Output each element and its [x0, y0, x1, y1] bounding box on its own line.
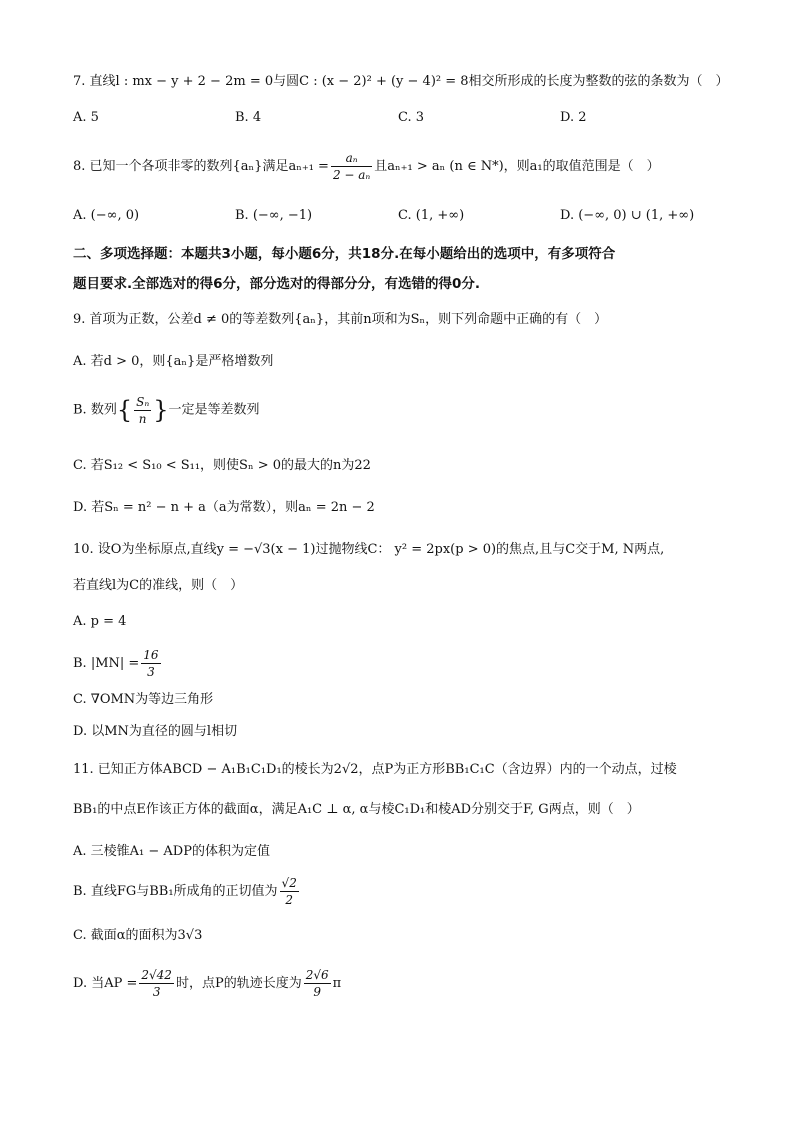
q11-option-d-den2: 9 [313, 985, 321, 999]
q11-option-d-fraction1 [139, 967, 174, 1000]
q9-option-b-pre: B. 数列 [73, 402, 117, 418]
q10-option-b-num: 16 [143, 648, 159, 662]
q10-option-b-fraction [141, 647, 160, 680]
q8-options [73, 206, 733, 226]
q8-stem-pre: 8. 已知一个各项非零的数列{aₙ}满足aₙ₊₁ = [73, 159, 329, 174]
q8-frac-den: 2 − aₙ [332, 168, 371, 182]
q8-option-c: C. (1, +∞) [398, 208, 465, 223]
q10-stem-line2: 若直线l为C的准线，则（ ） [73, 578, 244, 593]
q10-option-c: C. ∇OMN为等边三角形 [73, 692, 214, 707]
q9-stem: 9. 首项为正数，公差d ≠ 0的等差数列{aₙ}，其前n项和为Sₙ，则下列命题中正确的有（ ） [73, 312, 608, 327]
q11-option-d-post: π [332, 976, 342, 991]
q11-option-b-num: √2 [281, 876, 297, 890]
q10-option-d: D. 以MN为直径的圆与l相切 [73, 724, 238, 739]
q7-option-b: B. 4 [235, 110, 262, 125]
q8-stem [73, 150, 754, 184]
q11-option-b-fraction [280, 875, 299, 908]
q7-option-c: C. 3 [398, 110, 425, 125]
q10-stem-line1: 10. 设O为坐标原点,直线y = −√3(x − 1)过抛物线C： y² = 2px(p > 0)的焦点,且与C交于M, N两点, [73, 542, 665, 557]
q9-brace-right: } [153, 396, 169, 424]
q11-option-d-den1: 3 [152, 985, 161, 999]
section-2-heading-line2: 题目要求.全部选对的得6分，部分选对的得部分分，有选错的得0分. [73, 276, 481, 292]
q8-option-d: D. (−∞, 0) ∪ (1, +∞) [560, 208, 695, 223]
q7-options [73, 108, 733, 128]
q11-option-d-pre: D. 当AP = [73, 976, 138, 991]
q9-option-b-num: Sₙ [136, 394, 150, 409]
q11-option-d-mid: 时，点P的轨迹长度为 [175, 976, 302, 991]
q9-brace-left: { [116, 396, 133, 424]
q11-stem-line2: BB₁的中点E作该正方体的截面α，满足A₁C ⊥ α, α与棱C₁D₁和棱AD分别交于F, G两点，则（ ） [73, 802, 640, 817]
q11-option-d-fraction2 [304, 967, 331, 1000]
q11-option-b-den: 2 [285, 893, 293, 907]
q8-option-b: B. (−∞, −1) [235, 208, 313, 223]
q9-option-a: A. 若d > 0，则{aₙ}是严格增数列 [73, 354, 274, 369]
q11-option-c: C. 截面α的面积为3√3 [73, 928, 203, 943]
q10-option-a: A. p = 4 [73, 614, 127, 629]
q9-option-b-post: 一定是等差数列 [168, 402, 260, 418]
q11-stem-line1: 11. 已知正方体ABCD − A₁B₁C₁D₁的棱长为2√2，点P为正方形BB₁C₁C（含边界）内的一个动点，过棱 [73, 762, 677, 777]
q9-option-b-den: n [138, 411, 147, 426]
q8-stem-post: 且aₙ₊₁ > aₙ (n ∈ N*)，则a₁的取值范围是（ ） [374, 159, 660, 174]
q8-frac-num: aₙ [331, 150, 372, 167]
q9-option-b [73, 392, 754, 429]
q8-fraction [331, 150, 372, 183]
q9-option-d: D. 若Sₙ = n² − n + a（a为常数），则aₙ = 2n − 2 [73, 500, 375, 515]
q11-option-a: A. 三棱锥A₁ − ADP的体积为定值 [73, 844, 270, 859]
q11-option-b [73, 874, 754, 910]
q8-option-a: A. (−∞, 0) [73, 208, 140, 223]
q11-option-b-pre: B. 直线FG与BB₁所成角的正切值为 [73, 884, 278, 899]
q10-option-b [73, 646, 754, 682]
q11-option-d-num2: 2√6 [305, 968, 329, 982]
q9-option-b-fraction [134, 394, 151, 427]
q9-option-c: C. 若S₁₂ < S₁₀ < S₁₁，则使Sₙ > 0的最大的n为22 [73, 458, 371, 473]
q7-stem: 7. 直线l : mx − y + 2 − 2m = 0与圆C : (x − 2)² + (y − 4)² = 8相交所形成的长度为整数的弦的条数为（ ） [73, 74, 729, 89]
q7-option-a: A. 5 [73, 110, 99, 125]
q11-option-d-num1: 2√42 [141, 968, 172, 982]
q10-option-b-pre: B. |MN| = [73, 656, 140, 671]
q10-option-b-den: 3 [147, 665, 155, 679]
section-2-heading-line1: 二、多项选择题：本题共3小题，每小题6分，共18分.在每小题给出的选项中，有多项符合 [73, 246, 616, 262]
q11-option-d [73, 966, 754, 1002]
q7-option-d: D. 2 [560, 110, 587, 125]
